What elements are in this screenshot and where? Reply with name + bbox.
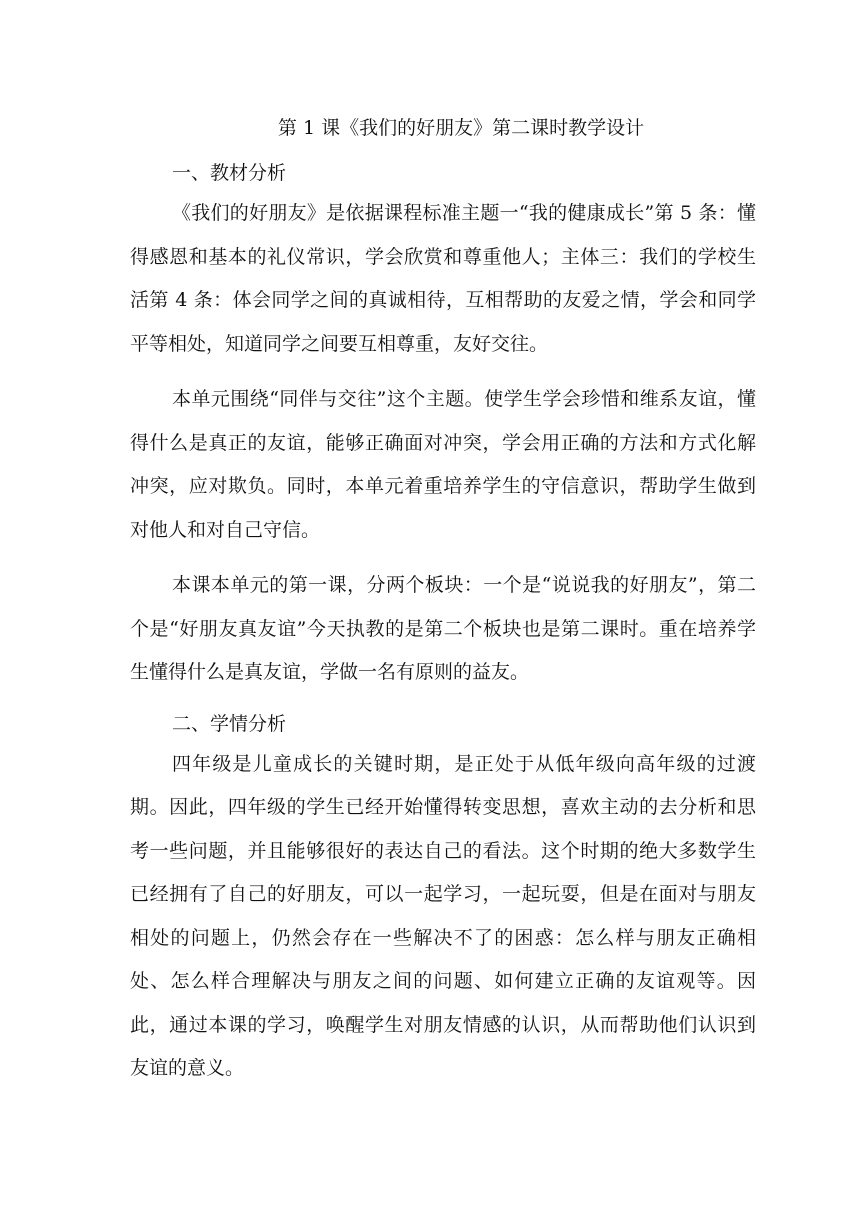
paragraph: 本课本单元的第一课，分两个板块：一个是“说说我的好朋友”，第二个是“好朋友真友谊”今天执教的是第二个板块也是第二课时。重在培养学生懂得什么是真友谊，学做一名有原则的益友。 <box>130 574 756 683</box>
section-heading-textbook-analysis: 一、教材分析 <box>172 162 287 184</box>
section-heading-student-analysis: 二、学情分析 <box>172 712 287 735</box>
document-body <box>130 112 756 1091</box>
document-title: 第 1 课《我们的好朋友》第二课时教学设计 <box>277 117 645 139</box>
paragraph: 本单元围绕“同伴与交往”这个主题。使学生学会珍惜和维系友谊，懂得什么是真正的友谊，能够正确面对冲突，学会用正确的方法和方式化解冲突，应对欺负。同时，本单元着重培养学生的守信意识，帮助学生做到对他人和对自己守信。 <box>130 388 756 541</box>
paragraph: 四年级是儿童成长的关键时期，是正处于从低年级向高年级的过渡期。因此，四年级的学生已经开始懂得转变思想，喜欢主动的去分析和思考一些问题，并且能够很好的表达自己的看法。这个时期的绝大多数学生已经拥有了自己的好朋友，可以一起学习，一起玩耍，但是在面对与朋友相处的问题上，仍然会存在一些解决不了的困惑：怎么样与朋友正确相处、怎么样合理解决与朋友之间的问题、如何建立正确的友谊观等。因此，通过本课的学习，唤醒学生对朋友情感的认识，从而帮助他们认识到友谊的意义。 <box>130 752 756 1079</box>
paragraph: 《我们的好朋友》是依据课程标准主题一“我的健康成长”第 5 条：懂得感恩和基本的礼仪常识，学会欣赏和尊重他人；主体三：我们的学校生活第 4 条：体会同学之间的真诚相待，互相帮助的友爱之情，学会和同学平等相处，知道同学之间要互相尊重，友好交往。 <box>130 202 756 355</box>
